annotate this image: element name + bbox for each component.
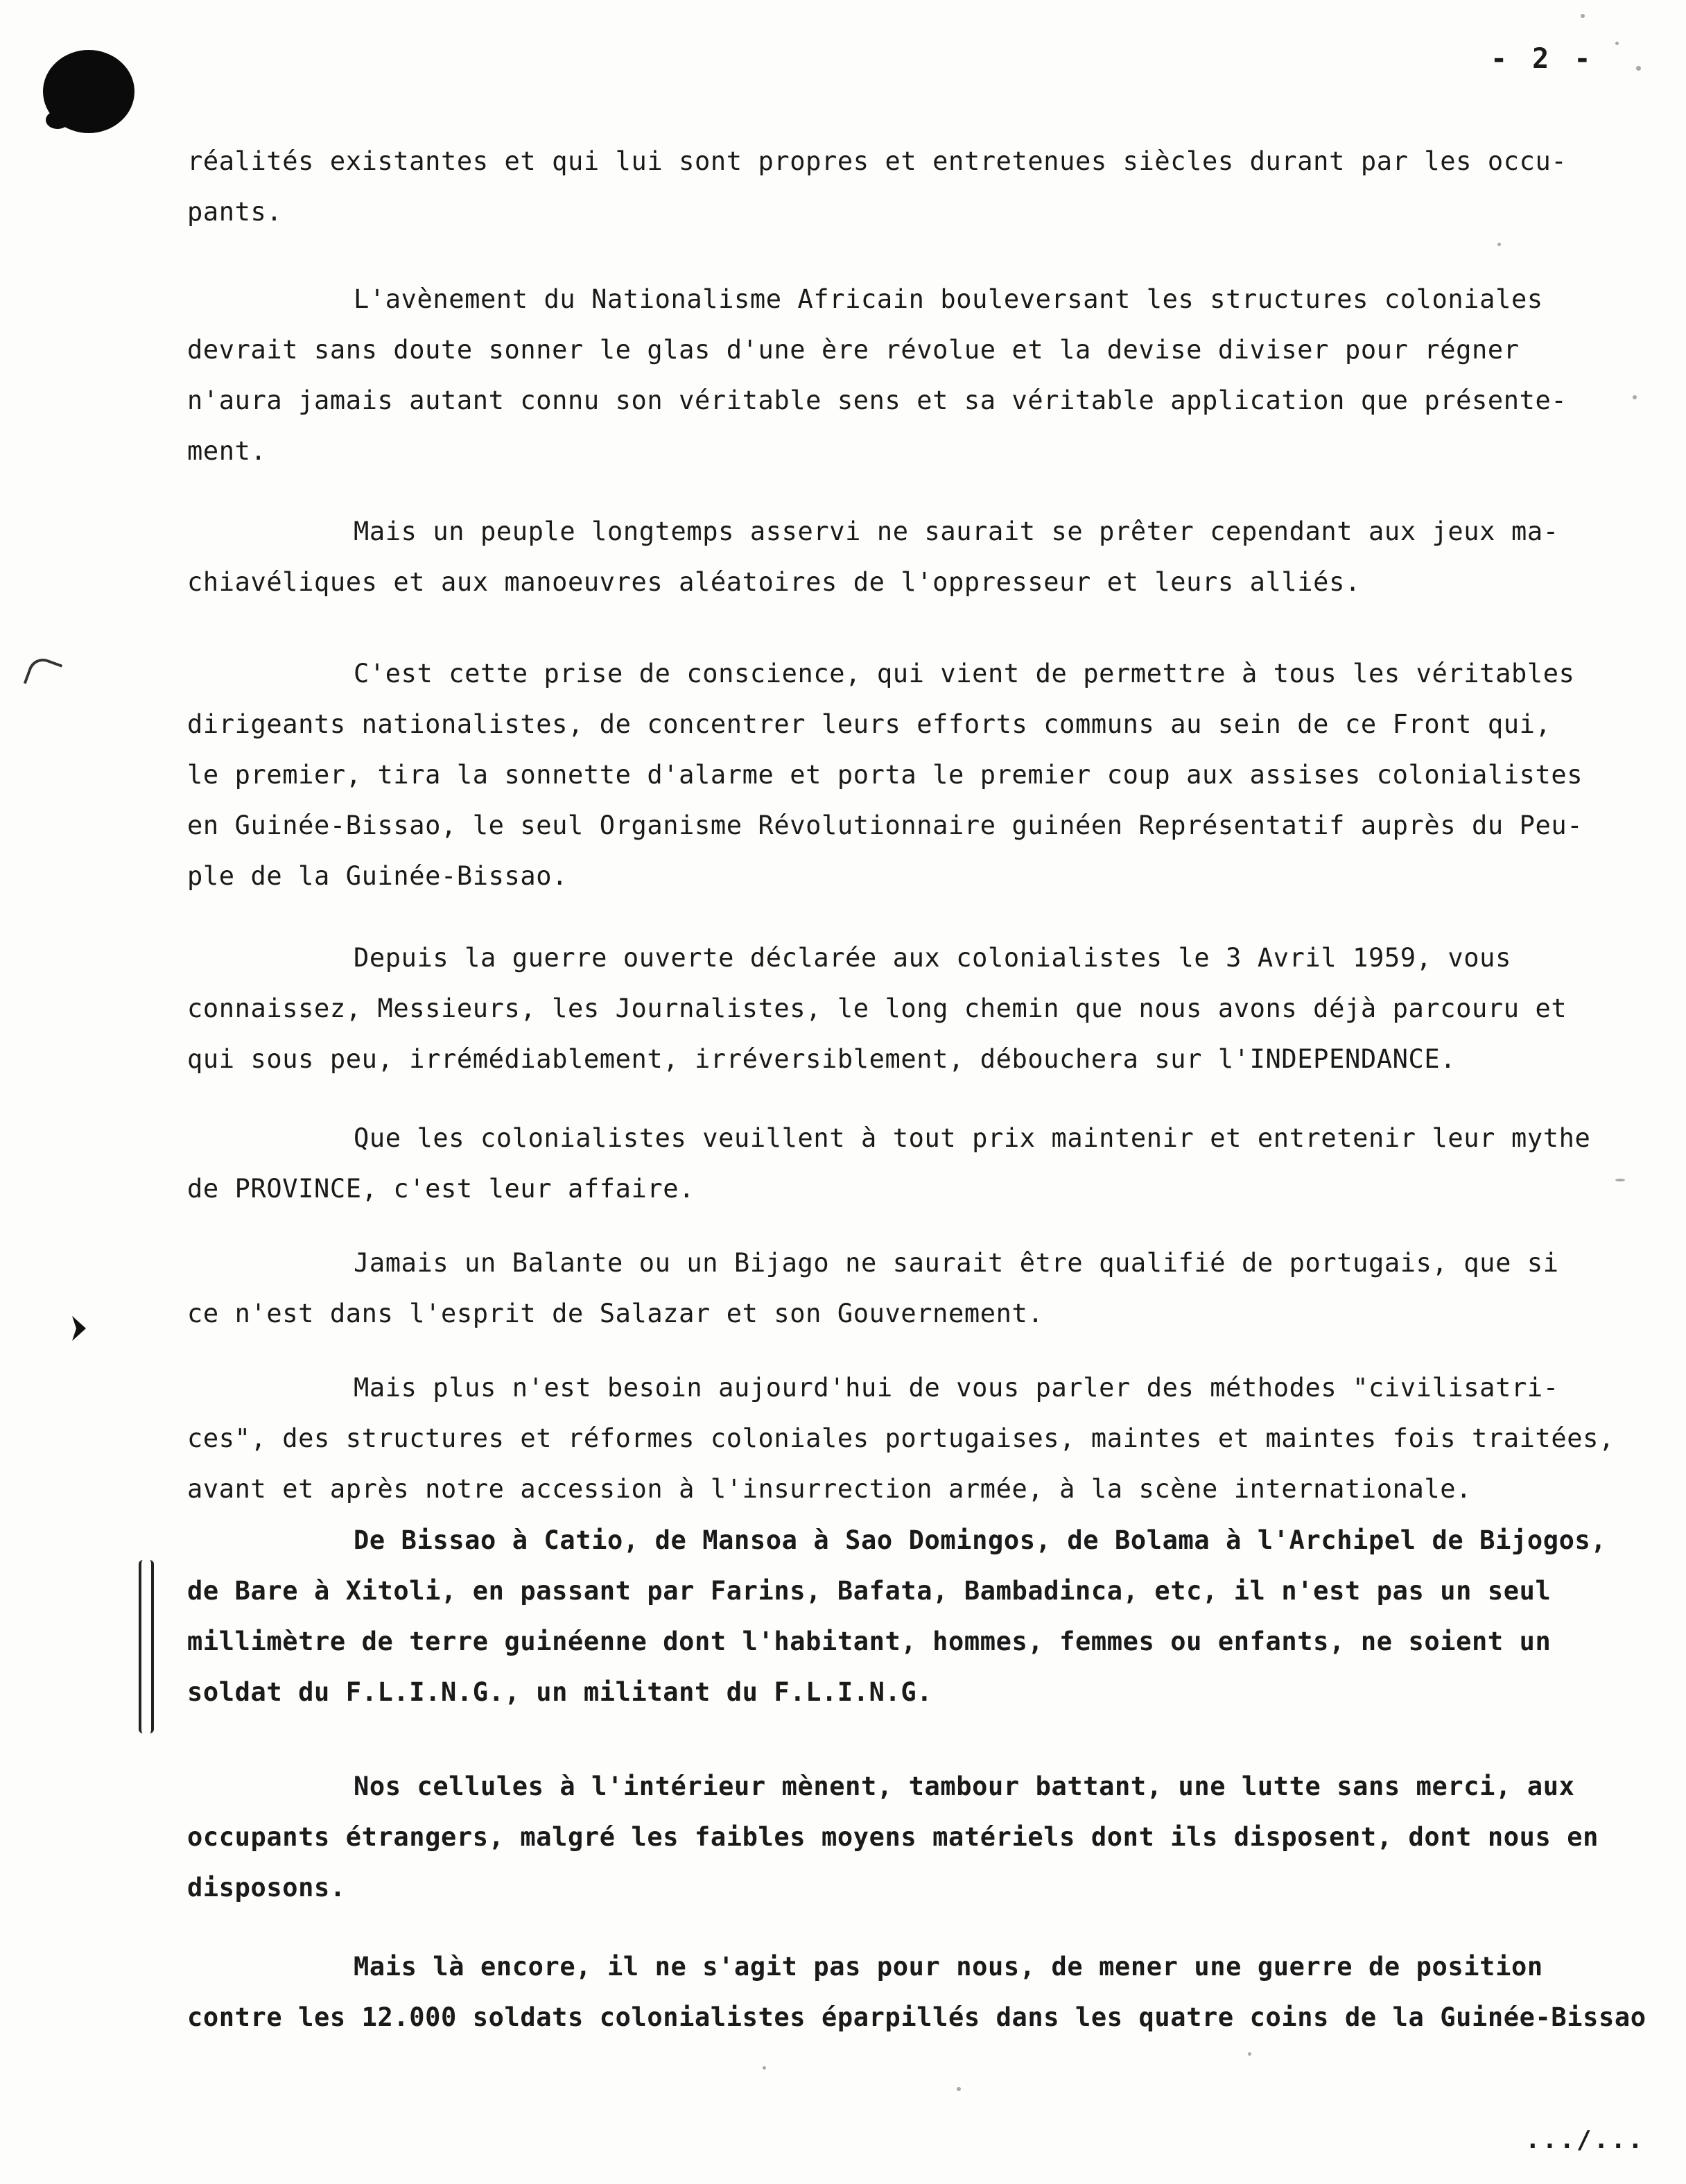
text-line: Jamais un Balante ou un Bijago ne saurait être qualifié de portugais, que si: [354, 1248, 1559, 1278]
text-line: Mais là encore, il ne s'agit pas pour nous, de mener une guerre de position: [354, 1952, 1543, 1982]
paragraph: [187, 1761, 1664, 1913]
text-line: n'aura jamais autant connu son véritable sens et sa véritable application que présente-: [187, 385, 1567, 415]
text-line: dirigeants nationalistes, de concentrer leurs efforts communs au sein de ce Front qui,: [187, 709, 1552, 739]
text-line: chiavéliques et aux manoeuvres aléatoires de l'oppresseur et leurs alliés.: [187, 567, 1361, 597]
text-line: L'avènement du Nationalisme Africain bouleversant les structures coloniales: [354, 284, 1543, 314]
scan-speckle: [1615, 1179, 1625, 1181]
paragraph: [187, 1362, 1664, 1514]
text-line: soldat du F.L.I.N.G., un militant du F.L.I.N.G.: [187, 1677, 933, 1707]
text-line: en Guinée-Bissao, le seul Organisme Révolutionnaire guinéen Représentatif auprès du Peu-: [187, 811, 1583, 840]
margin-arrow-mark: [72, 1316, 86, 1341]
text-line: millimètre de terre guinéenne dont l'habitant, hommes, femmes ou enfants, ne soient un: [187, 1627, 1552, 1656]
text-line: C'est cette prise de conscience, qui vient de permettre à tous les véritables: [354, 659, 1575, 688]
paragraph: [187, 1941, 1664, 2043]
text-line: contre les 12.000 soldats colonialistes éparpillés dans les quatre coins de la Guinée-Bissao: [187, 2002, 1646, 2032]
text-line: Mais un peuple longtemps asservi ne saurait se prêter cependant aux jeux ma-: [354, 517, 1559, 546]
text-line: Mais plus n'est besoin aujourd'hui de vous parler des méthodes "civilisatri-: [354, 1373, 1559, 1403]
text-line: Depuis la guerre ouverte déclarée aux colonialistes le 3 Avril 1959, vous: [354, 943, 1511, 973]
paragraph: [187, 1238, 1664, 1339]
text-line: disposons.: [187, 1873, 346, 1903]
text-line: avant et après notre accession à l'insurrection armée, à la scène internationale.: [187, 1474, 1472, 1504]
scan-speckle: [1248, 2052, 1251, 2056]
text-line: de PROVINCE, c'est leur affaire.: [187, 1174, 695, 1204]
text-line: qui sous peu, irrémédiablement, irréversiblement, débouchera sur l'INDEPENDANCE.: [187, 1044, 1457, 1074]
paragraph: [187, 1515, 1664, 1717]
text-line: Que les colonialistes veuillent à tout prix maintenir et entretenir leur mythe: [354, 1123, 1591, 1153]
paragraph: [187, 136, 1664, 237]
punch-hole-mark: [43, 50, 134, 133]
text-line: pants.: [187, 197, 283, 227]
paragraph: [187, 274, 1664, 476]
text-line: le premier, tira la sonnette d'alarme et porta le premier coup aux assises colonialistes: [187, 760, 1583, 790]
text-line: De Bissao à Catio, de Mansoa à Sao Domingos, de Bolama à l'Archipel de Bijogos,: [354, 1525, 1607, 1555]
text-line: ment.: [187, 436, 267, 466]
scan-speckle: [1497, 243, 1501, 246]
text-line: occupants étrangers, malgré les faibles moyens matériels dont ils disposent, dont nous en: [187, 1822, 1599, 1852]
text-line: ces", des structures et réformes coloniales portugaises, maintes et maintes fois traitées,: [187, 1423, 1615, 1453]
paragraph: [187, 506, 1664, 607]
scan-speckle: [1581, 14, 1585, 18]
scan-speckle: [1636, 66, 1641, 71]
margin-pencil-mark: [24, 655, 62, 693]
text-line: ce n'est dans l'esprit de Salazar et son Gouvernement.: [187, 1299, 1044, 1328]
paragraph: [187, 1113, 1664, 1214]
text-line: devrait sans doute sonner le glas d'une ère révolue et la devise diviser pour régner: [187, 335, 1520, 365]
scan-speckle: [1615, 42, 1619, 45]
paragraph: [187, 933, 1664, 1084]
margin-bracket-mark: [139, 1560, 154, 1733]
scan-speckle: [1633, 395, 1637, 399]
scan-speckle: [957, 2087, 961, 2091]
page-number: - 2 -: [1491, 43, 1595, 75]
continuation-mark: .../...: [1525, 2126, 1645, 2154]
text-line: Nos cellules à l'intérieur mènent, tambour battant, une lutte sans merci, aux: [354, 1771, 1575, 1801]
text-line: connaissez, Messieurs, les Journalistes, le long chemin que nous avons déjà parcouru et: [187, 994, 1567, 1023]
scan-speckle: [763, 2066, 766, 2070]
text-line: de Bare à Xitoli, en passant par Farins, Bafata, Bambadinca, etc, il n'est pas un seul: [187, 1576, 1552, 1606]
text-line: réalités existantes et qui lui sont propres et entretenues siècles durant par les occu-: [187, 146, 1567, 176]
text-line: ple de la Guinée-Bissao.: [187, 861, 568, 891]
paragraph: [187, 648, 1664, 901]
